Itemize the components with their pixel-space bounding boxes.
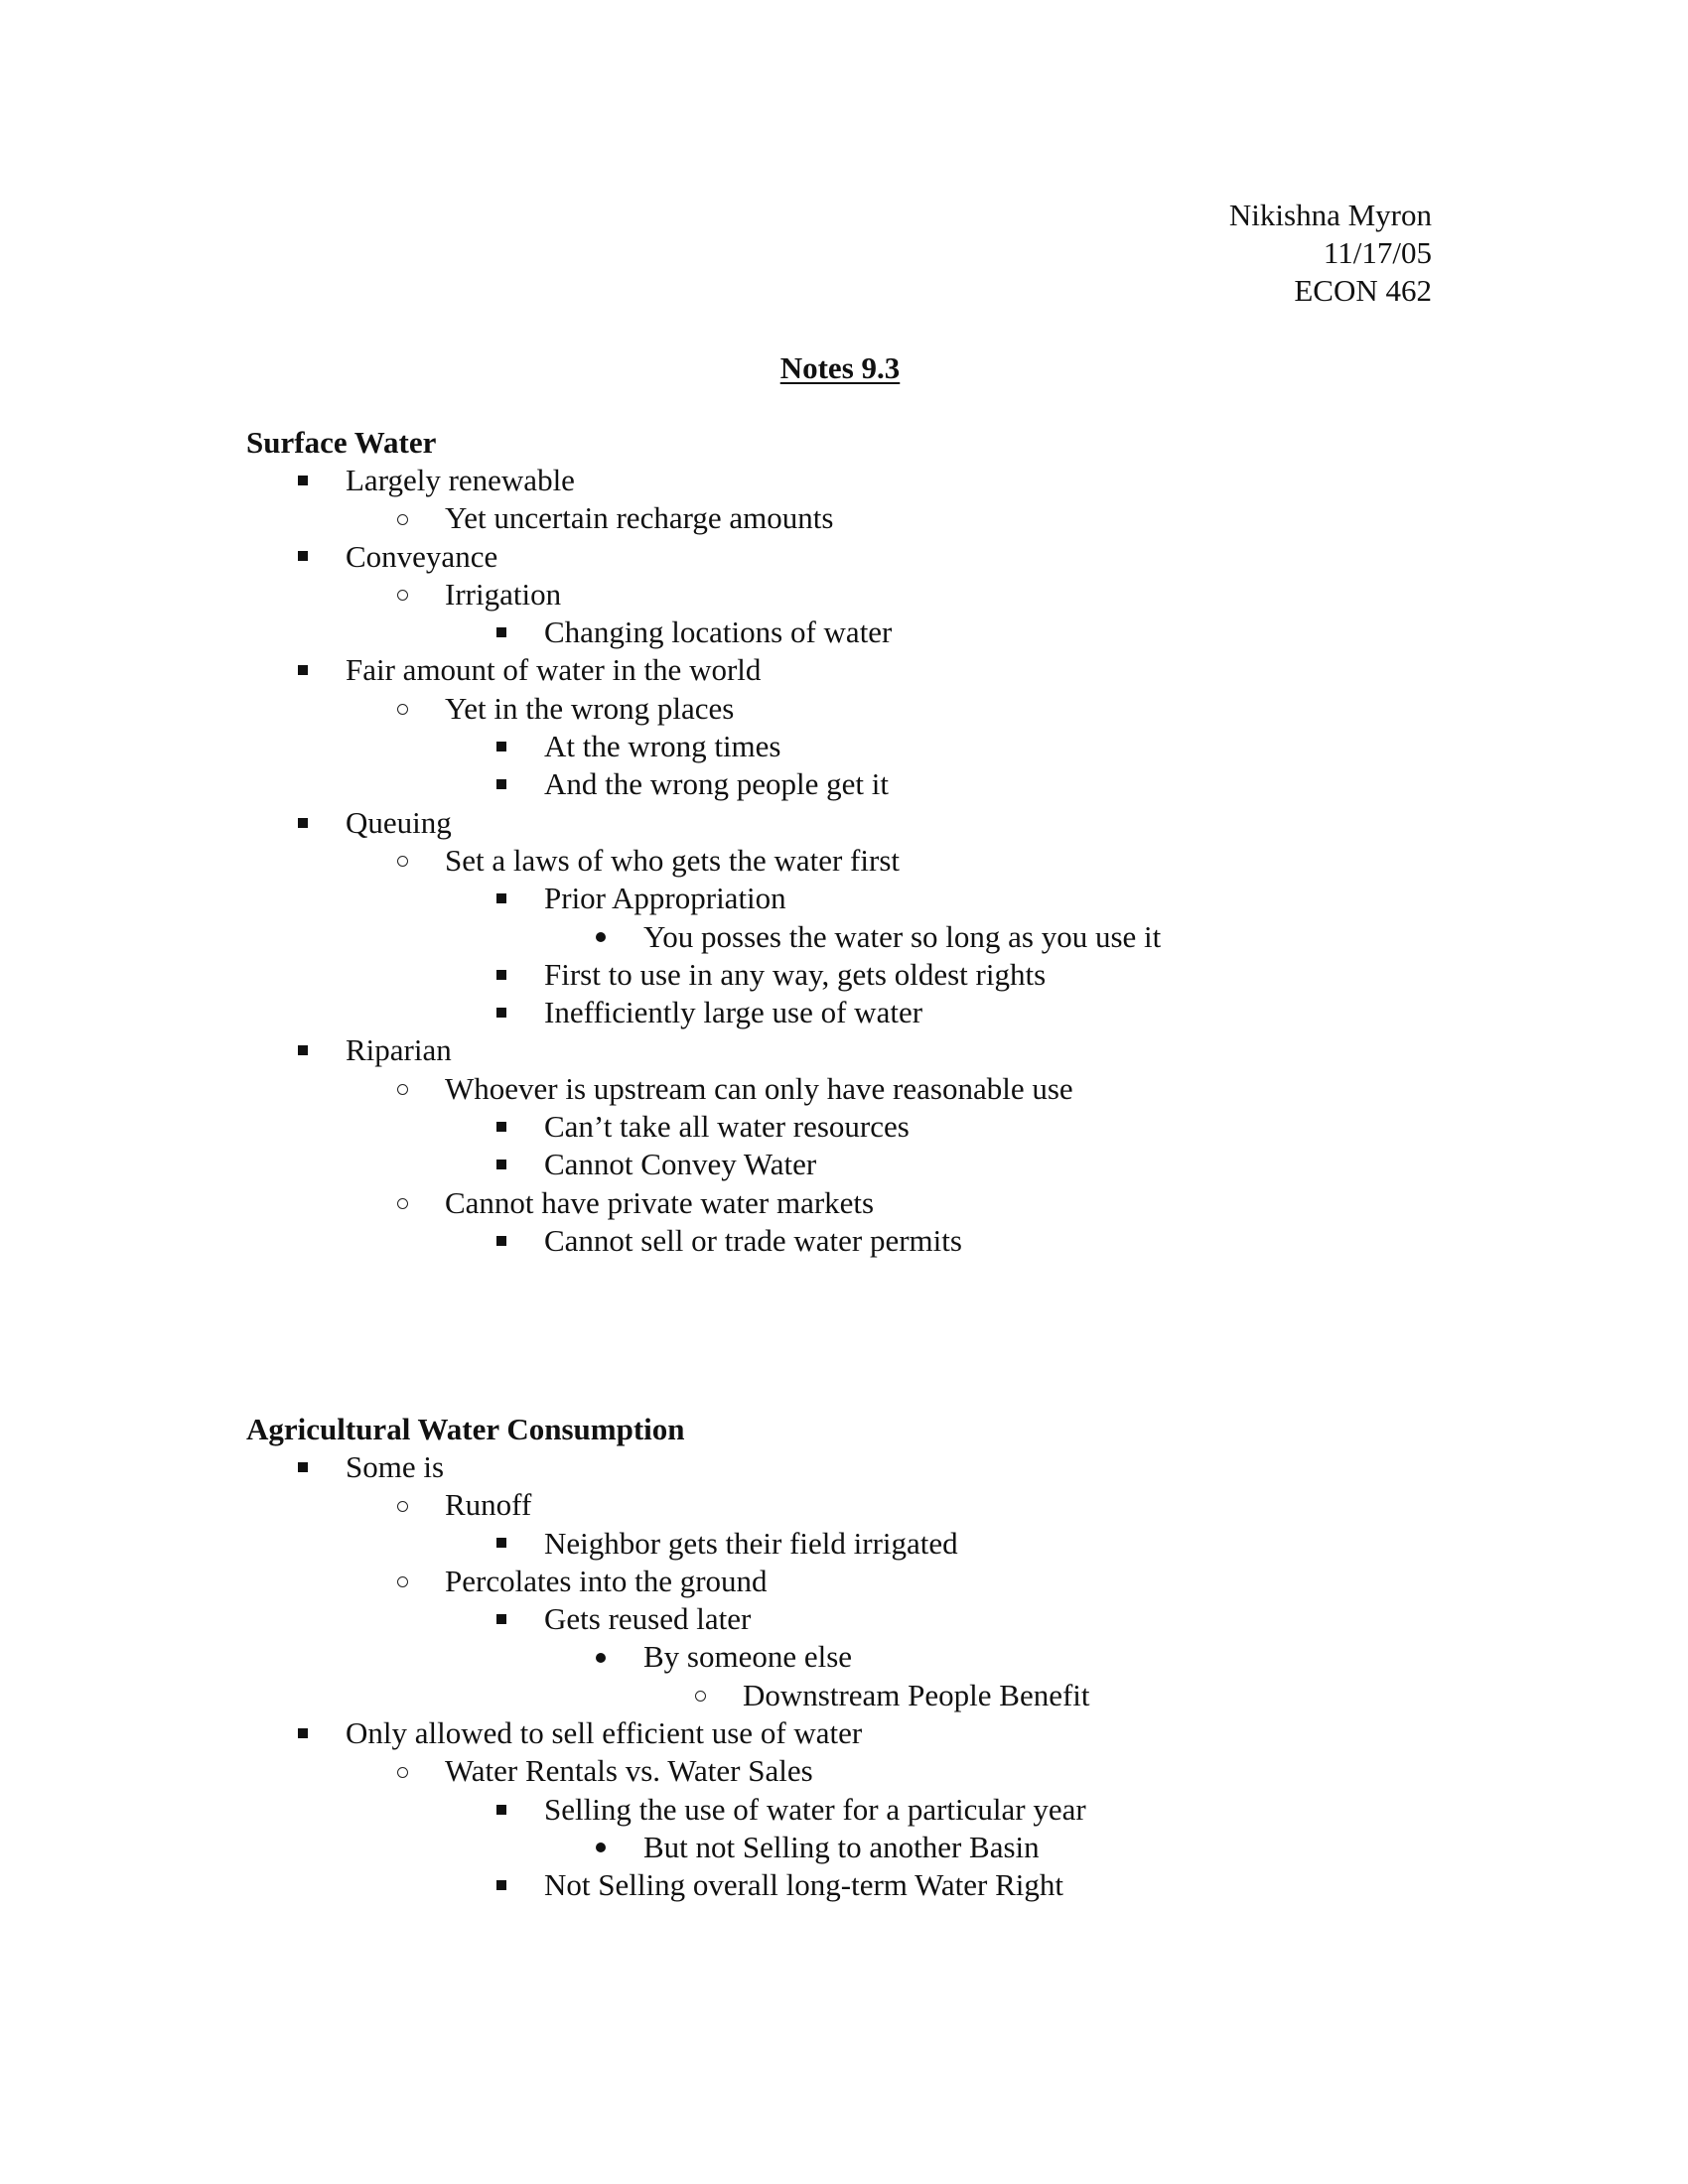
list-item-text: Queuing xyxy=(346,804,452,840)
list-item xyxy=(246,690,1537,728)
filled-circle-bullet-icon xyxy=(586,1638,616,1676)
square-bullet-icon xyxy=(298,1462,308,1472)
square-bullet-icon xyxy=(496,1805,506,1815)
section-agricultural-water-consumption xyxy=(246,1411,1537,1905)
list-item-text: Cannot Convey Water xyxy=(544,1147,817,1182)
list-item xyxy=(246,1184,1537,1222)
list-item-text: Yet uncertain recharge amounts xyxy=(445,500,834,536)
square-bullet-icon xyxy=(496,970,506,980)
list-item xyxy=(246,1525,1537,1563)
hollow-circle-bullet-icon xyxy=(397,1501,408,1512)
square-bullet-icon xyxy=(487,956,516,994)
list-item xyxy=(246,651,1537,689)
list-item xyxy=(246,1752,1537,1790)
square-bullet-icon xyxy=(496,1008,506,1018)
list-item-text: By someone else xyxy=(643,1639,853,1675)
square-bullet-icon xyxy=(496,779,506,789)
square-bullet-icon xyxy=(288,1448,318,1486)
filled-circle-bullet-icon xyxy=(586,918,616,956)
list-item-text: Cannot have private water markets xyxy=(445,1184,875,1220)
list-item-text: First to use in any way, gets oldest rights xyxy=(544,956,1047,992)
hollow-circle-bullet-icon xyxy=(397,1767,408,1778)
square-bullet-icon xyxy=(496,1160,506,1169)
hollow-circle-bullet-icon xyxy=(397,1576,408,1587)
hollow-circle-bullet-icon xyxy=(695,1691,706,1702)
section-heading: Surface Water xyxy=(246,425,437,460)
list-item xyxy=(246,1714,1537,1752)
hollow-circle-bullet-icon xyxy=(387,1070,417,1108)
square-bullet-icon xyxy=(496,1236,506,1246)
list-item xyxy=(246,1866,1537,1904)
list-item xyxy=(246,1108,1537,1146)
list-item-text: Conveyance xyxy=(346,538,498,574)
list-item-text: Neighbor gets their field irrigated xyxy=(544,1525,958,1561)
square-bullet-icon xyxy=(298,1045,308,1055)
list-item xyxy=(246,842,1537,880)
list-item-text: Gets reused later xyxy=(544,1601,752,1637)
outline-list xyxy=(246,462,1537,1260)
list-item-text: Cannot sell or trade water permits xyxy=(544,1222,962,1258)
list-item-text: Fair amount of water in the world xyxy=(346,652,762,688)
list-item xyxy=(246,1638,1537,1676)
author-name: Nikishna Myron xyxy=(1228,198,1432,232)
square-bullet-icon xyxy=(487,614,516,651)
list-item-text: Inefficiently large use of water xyxy=(544,995,923,1030)
list-item xyxy=(246,1791,1537,1829)
filled-circle-bullet-icon xyxy=(586,1829,616,1866)
hollow-circle-bullet-icon xyxy=(387,842,417,880)
hollow-circle-bullet-icon xyxy=(397,590,408,601)
square-bullet-icon xyxy=(288,651,318,689)
square-bullet-icon xyxy=(298,551,308,561)
list-item-text: You posses the water so long as you use it xyxy=(643,918,1162,954)
square-bullet-icon xyxy=(487,1600,516,1638)
square-bullet-icon xyxy=(487,1222,516,1260)
list-item xyxy=(246,956,1537,994)
hollow-circle-bullet-icon xyxy=(387,576,417,614)
square-bullet-icon xyxy=(496,1122,506,1132)
list-item xyxy=(246,614,1537,651)
document-date: 11/17/05 xyxy=(1323,235,1432,270)
hollow-circle-bullet-icon xyxy=(387,690,417,728)
list-item xyxy=(246,994,1537,1031)
square-bullet-icon xyxy=(298,665,308,675)
square-bullet-icon xyxy=(288,804,318,842)
header-block xyxy=(1229,197,1432,310)
list-item-text: Downstream People Benefit xyxy=(743,1677,1090,1712)
list-item-text: Changing locations of water xyxy=(544,614,893,650)
list-item-text: Can’t take all water resources xyxy=(544,1109,910,1145)
square-bullet-icon xyxy=(496,1538,506,1548)
list-item xyxy=(246,576,1537,614)
section-heading: Agricultural Water Consumption xyxy=(246,1412,685,1446)
list-item xyxy=(246,1146,1537,1183)
list-item-text: Selling the use of water for a particular year xyxy=(544,1791,1086,1827)
hollow-circle-bullet-icon xyxy=(397,514,408,525)
square-bullet-icon xyxy=(288,462,318,499)
square-bullet-icon xyxy=(496,742,506,751)
square-bullet-icon xyxy=(496,1614,506,1624)
square-bullet-icon xyxy=(487,728,516,765)
square-bullet-icon xyxy=(298,476,308,485)
outline-list xyxy=(246,1448,1537,1905)
list-item xyxy=(246,1563,1537,1600)
list-item-text: Set a laws of who gets the water first xyxy=(445,842,900,878)
list-item xyxy=(246,1070,1537,1108)
square-bullet-icon xyxy=(288,1031,318,1069)
square-bullet-icon xyxy=(487,1108,516,1146)
document-title: Notes 9.3 xyxy=(779,350,901,385)
square-bullet-icon xyxy=(496,893,506,903)
hollow-circle-bullet-icon xyxy=(685,1677,715,1714)
hollow-circle-bullet-icon xyxy=(387,1184,417,1222)
list-item xyxy=(246,765,1537,803)
list-item xyxy=(246,728,1537,765)
list-item-text: Largely renewable xyxy=(346,463,575,497)
square-bullet-icon xyxy=(487,765,516,803)
list-item xyxy=(246,918,1537,956)
list-item-text: At the wrong times xyxy=(544,729,781,764)
list-item-text: Irrigation xyxy=(445,576,562,612)
list-item xyxy=(246,1600,1537,1638)
filled-circle-bullet-icon xyxy=(596,1653,606,1663)
list-item-text: Runoff xyxy=(445,1487,532,1523)
list-item xyxy=(246,1222,1537,1260)
square-bullet-icon xyxy=(487,994,516,1031)
list-item xyxy=(246,1677,1537,1714)
list-item-text: Not Selling overall long-term Water Right xyxy=(544,1867,1063,1903)
hollow-circle-bullet-icon xyxy=(397,1084,408,1095)
square-bullet-icon xyxy=(496,1880,506,1890)
list-item xyxy=(246,804,1537,842)
section-surface-water xyxy=(246,424,1537,1260)
hollow-circle-bullet-icon xyxy=(387,1563,417,1600)
list-item-text: Only allowed to sell efficient use of water xyxy=(346,1715,863,1751)
filled-circle-bullet-icon xyxy=(596,932,606,942)
list-item-text: Prior Appropriation xyxy=(544,881,786,916)
list-item-text: Water Rentals vs. Water Sales xyxy=(445,1753,813,1789)
square-bullet-icon xyxy=(487,1791,516,1829)
square-bullet-icon xyxy=(288,1714,318,1752)
filled-circle-bullet-icon xyxy=(596,1843,606,1852)
list-item xyxy=(246,1031,1537,1069)
list-item xyxy=(246,1829,1537,1866)
hollow-circle-bullet-icon xyxy=(397,1198,408,1209)
square-bullet-icon xyxy=(496,627,506,637)
hollow-circle-bullet-icon xyxy=(387,499,417,537)
square-bullet-icon xyxy=(288,538,318,576)
list-item xyxy=(246,1448,1537,1486)
course-code: ECON 462 xyxy=(1294,273,1432,308)
list-item-text: Yet in the wrong places xyxy=(445,690,735,726)
square-bullet-icon xyxy=(298,818,308,828)
square-bullet-icon xyxy=(298,1728,308,1738)
list-item-text: But not Selling to another Basin xyxy=(643,1829,1040,1864)
hollow-circle-bullet-icon xyxy=(387,1486,417,1524)
hollow-circle-bullet-icon xyxy=(387,1752,417,1790)
hollow-circle-bullet-icon xyxy=(397,704,408,715)
square-bullet-icon xyxy=(487,1525,516,1563)
list-item xyxy=(246,1486,1537,1524)
square-bullet-icon xyxy=(487,1146,516,1183)
list-item-text: Some is xyxy=(346,1449,445,1484)
list-item xyxy=(246,499,1537,537)
list-item-text: Riparian xyxy=(346,1032,452,1068)
hollow-circle-bullet-icon xyxy=(397,856,408,867)
list-item-text: And the wrong people get it xyxy=(544,766,889,802)
list-item xyxy=(246,462,1537,499)
list-item-text: Percolates into the ground xyxy=(445,1563,768,1598)
square-bullet-icon xyxy=(487,1866,516,1904)
list-item-text: Whoever is upstream can only have reasonable use xyxy=(445,1070,1073,1106)
list-item xyxy=(246,538,1537,576)
square-bullet-icon xyxy=(487,880,516,917)
list-item xyxy=(246,880,1537,917)
